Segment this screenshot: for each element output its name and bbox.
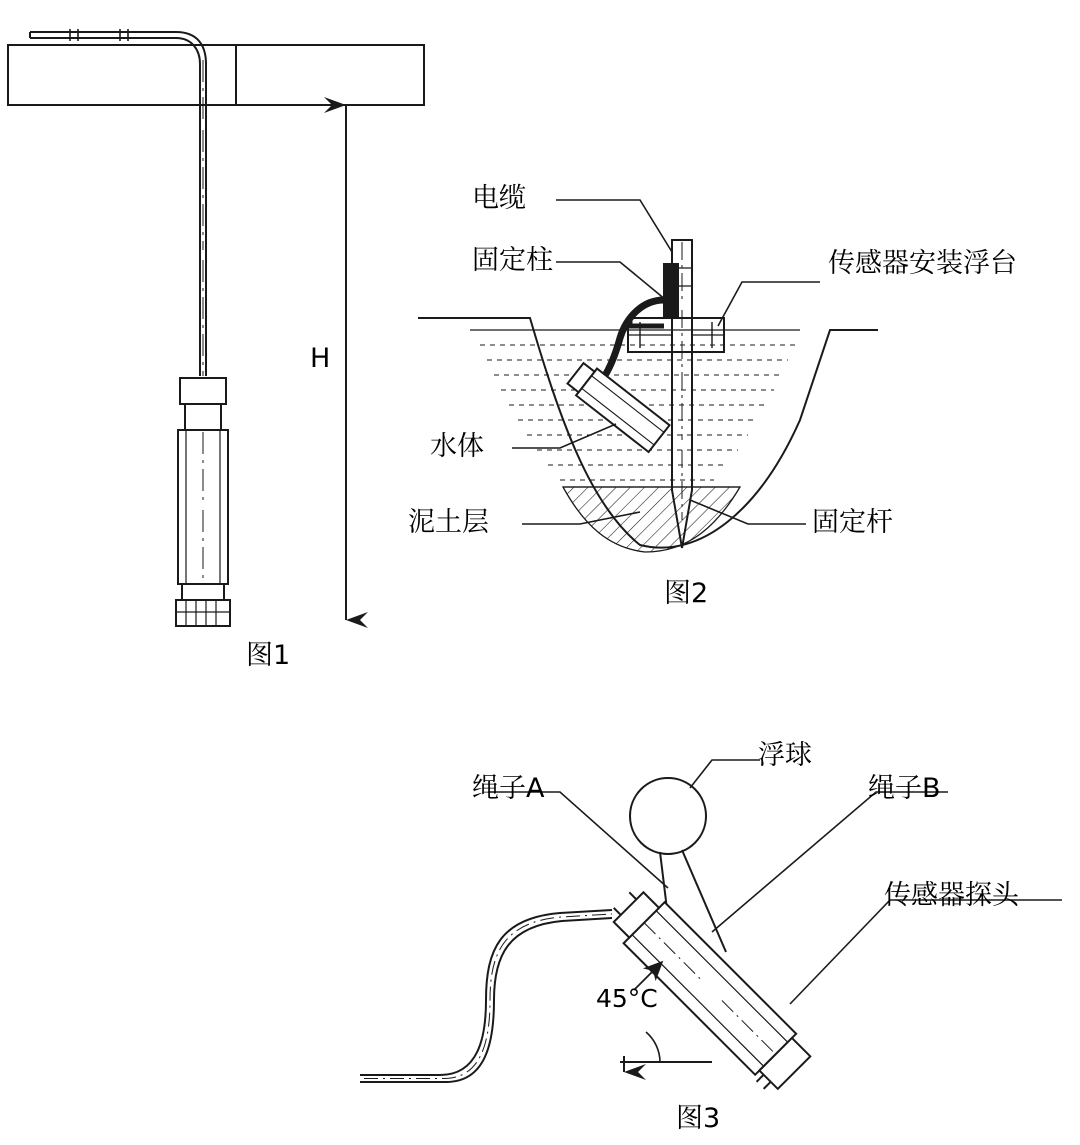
label-cable: 电缆 bbox=[472, 183, 526, 214]
label-rope-b: 绳子B bbox=[868, 773, 941, 804]
label-float-ball: 浮球 bbox=[758, 740, 812, 771]
label-fixed-rod: 固定杆 bbox=[812, 507, 893, 538]
figure-1-caption: 图1 bbox=[246, 640, 291, 671]
figure-2-caption: 图2 bbox=[664, 578, 709, 609]
label-angle: 45°C bbox=[596, 984, 658, 1013]
label-water-body: 水体 bbox=[430, 431, 484, 462]
figure-3-caption: 图3 bbox=[676, 1103, 721, 1134]
label-mud-layer: 泥土层 bbox=[408, 507, 489, 538]
label-sensor-probe: 传感器探头 bbox=[884, 880, 1019, 911]
label-sensor-float-platform: 传感器安装浮台 bbox=[828, 248, 1017, 279]
label-h-dimension: H bbox=[310, 343, 331, 374]
label-rope-a: 绳子A bbox=[472, 773, 545, 804]
figure-3-geometry bbox=[360, 760, 1062, 1096]
figure-1-geometry bbox=[8, 29, 424, 626]
label-fixed-column: 固定柱 bbox=[472, 245, 553, 276]
